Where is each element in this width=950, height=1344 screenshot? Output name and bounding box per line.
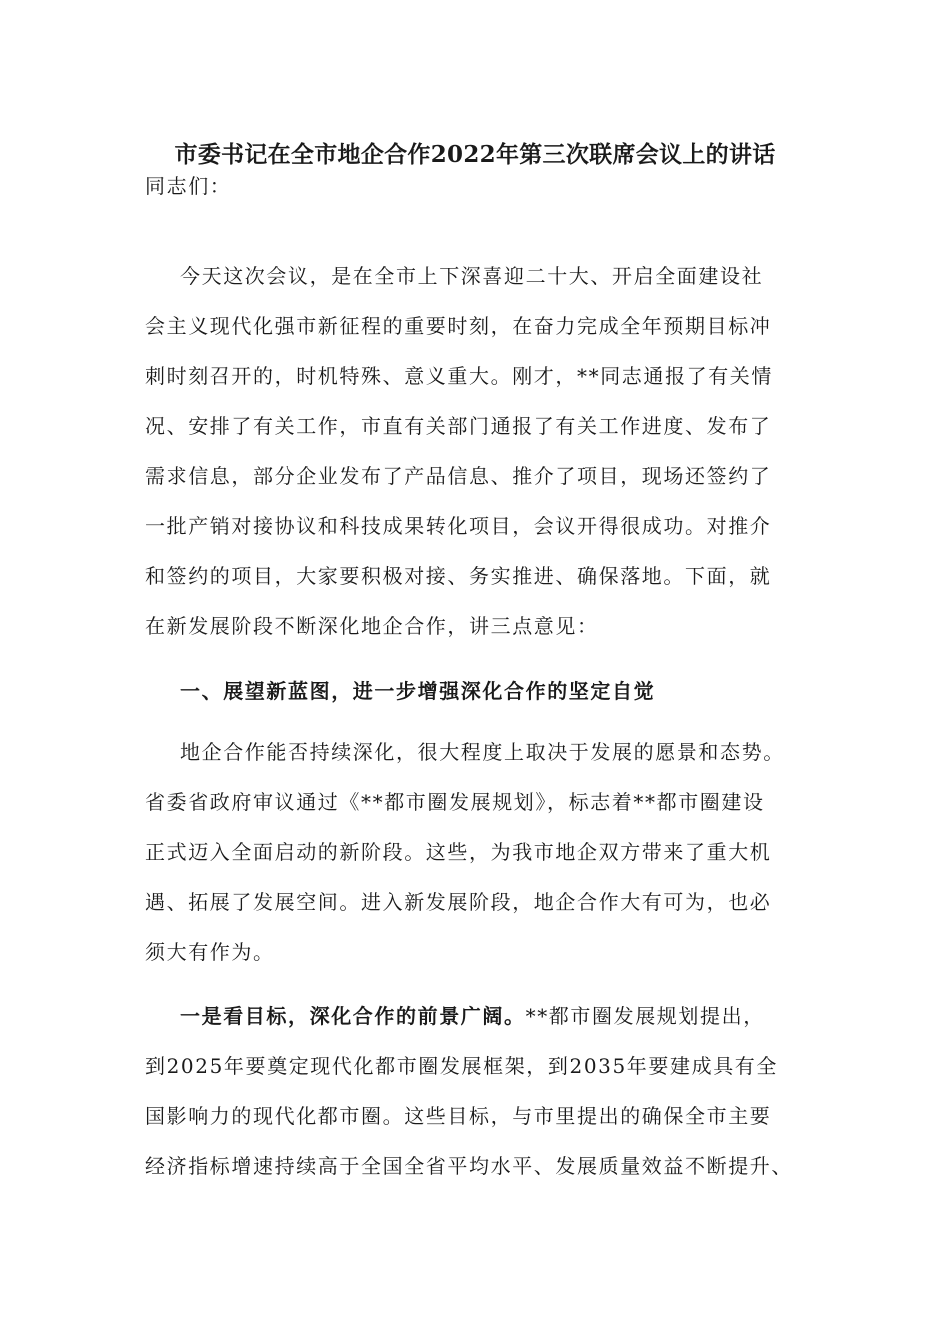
paragraph-line: 地企合作能否持续深化，很大程度上取决于发展的愿景和态势。 xyxy=(180,740,785,764)
section-heading: 一、展望新蓝图，进一步增强深化合作的坚定自觉 xyxy=(180,679,656,703)
paragraph-line: 刺时刻召开的，时机特殊、意义重大。刚才，**同志通报了有关情 xyxy=(145,364,773,388)
paragraph-line: 需求信息，部分企业发布了产品信息、推介了项目，现场还签约了 xyxy=(145,464,772,488)
paragraph-line: 经济指标增速持续高于全国全省平均水平、发展质量效益不断提升、 xyxy=(145,1154,793,1178)
salutation: 同志们： xyxy=(145,174,232,198)
paragraph-line: 须大有作为。 xyxy=(145,940,275,964)
paragraph-line: 和签约的项目，大家要积极对接、务实推进、确保落地。下面，就 xyxy=(145,564,772,588)
paragraph-line: 正式迈入全面启动的新阶段。这些，为我市地企双方带来了重大机 xyxy=(145,840,772,864)
point-lead: 一是看目标，深化合作的前景广阔。 xyxy=(180,1004,526,1028)
paragraph-line: 况、安排了有关工作，市直有关部门通报了有关工作进度、发布了 xyxy=(145,414,772,438)
paragraph-line xyxy=(180,1004,765,1028)
paragraph-line: 省委省政府审议通过《**都市圈发展规划》，标志着**都市圈建设 xyxy=(145,790,765,814)
paragraph-line: 在新发展阶段不断深化地企合作，讲三点意见： xyxy=(145,614,599,638)
page-title: 市委书记在全市地企合作2022年第三次联席会议上的讲话 xyxy=(174,141,776,168)
paragraph-line: 遇、拓展了发展空间。进入新发展阶段，地企合作大有可为，也必 xyxy=(145,890,772,914)
paragraph-line: 会主义现代化强市新征程的重要时刻，在奋力完成全年预期目标冲 xyxy=(145,314,772,338)
paragraph-line: 一批产销对接协议和科技成果转化项目，会议开得很成功。对推介 xyxy=(145,514,772,538)
paragraph-line: 今天这次会议，是在全市上下深喜迎二十大、开启全面建设社 xyxy=(180,264,764,288)
point-text: **都市圈发展规划提出， xyxy=(525,1004,765,1028)
paragraph-line: 国影响力的现代化都市圈。这些目标，与市里提出的确保全市主要 xyxy=(145,1104,772,1128)
paragraph-line: 到2025年要奠定现代化都市圈发展框架，到2035年要建成具有全 xyxy=(145,1054,778,1078)
